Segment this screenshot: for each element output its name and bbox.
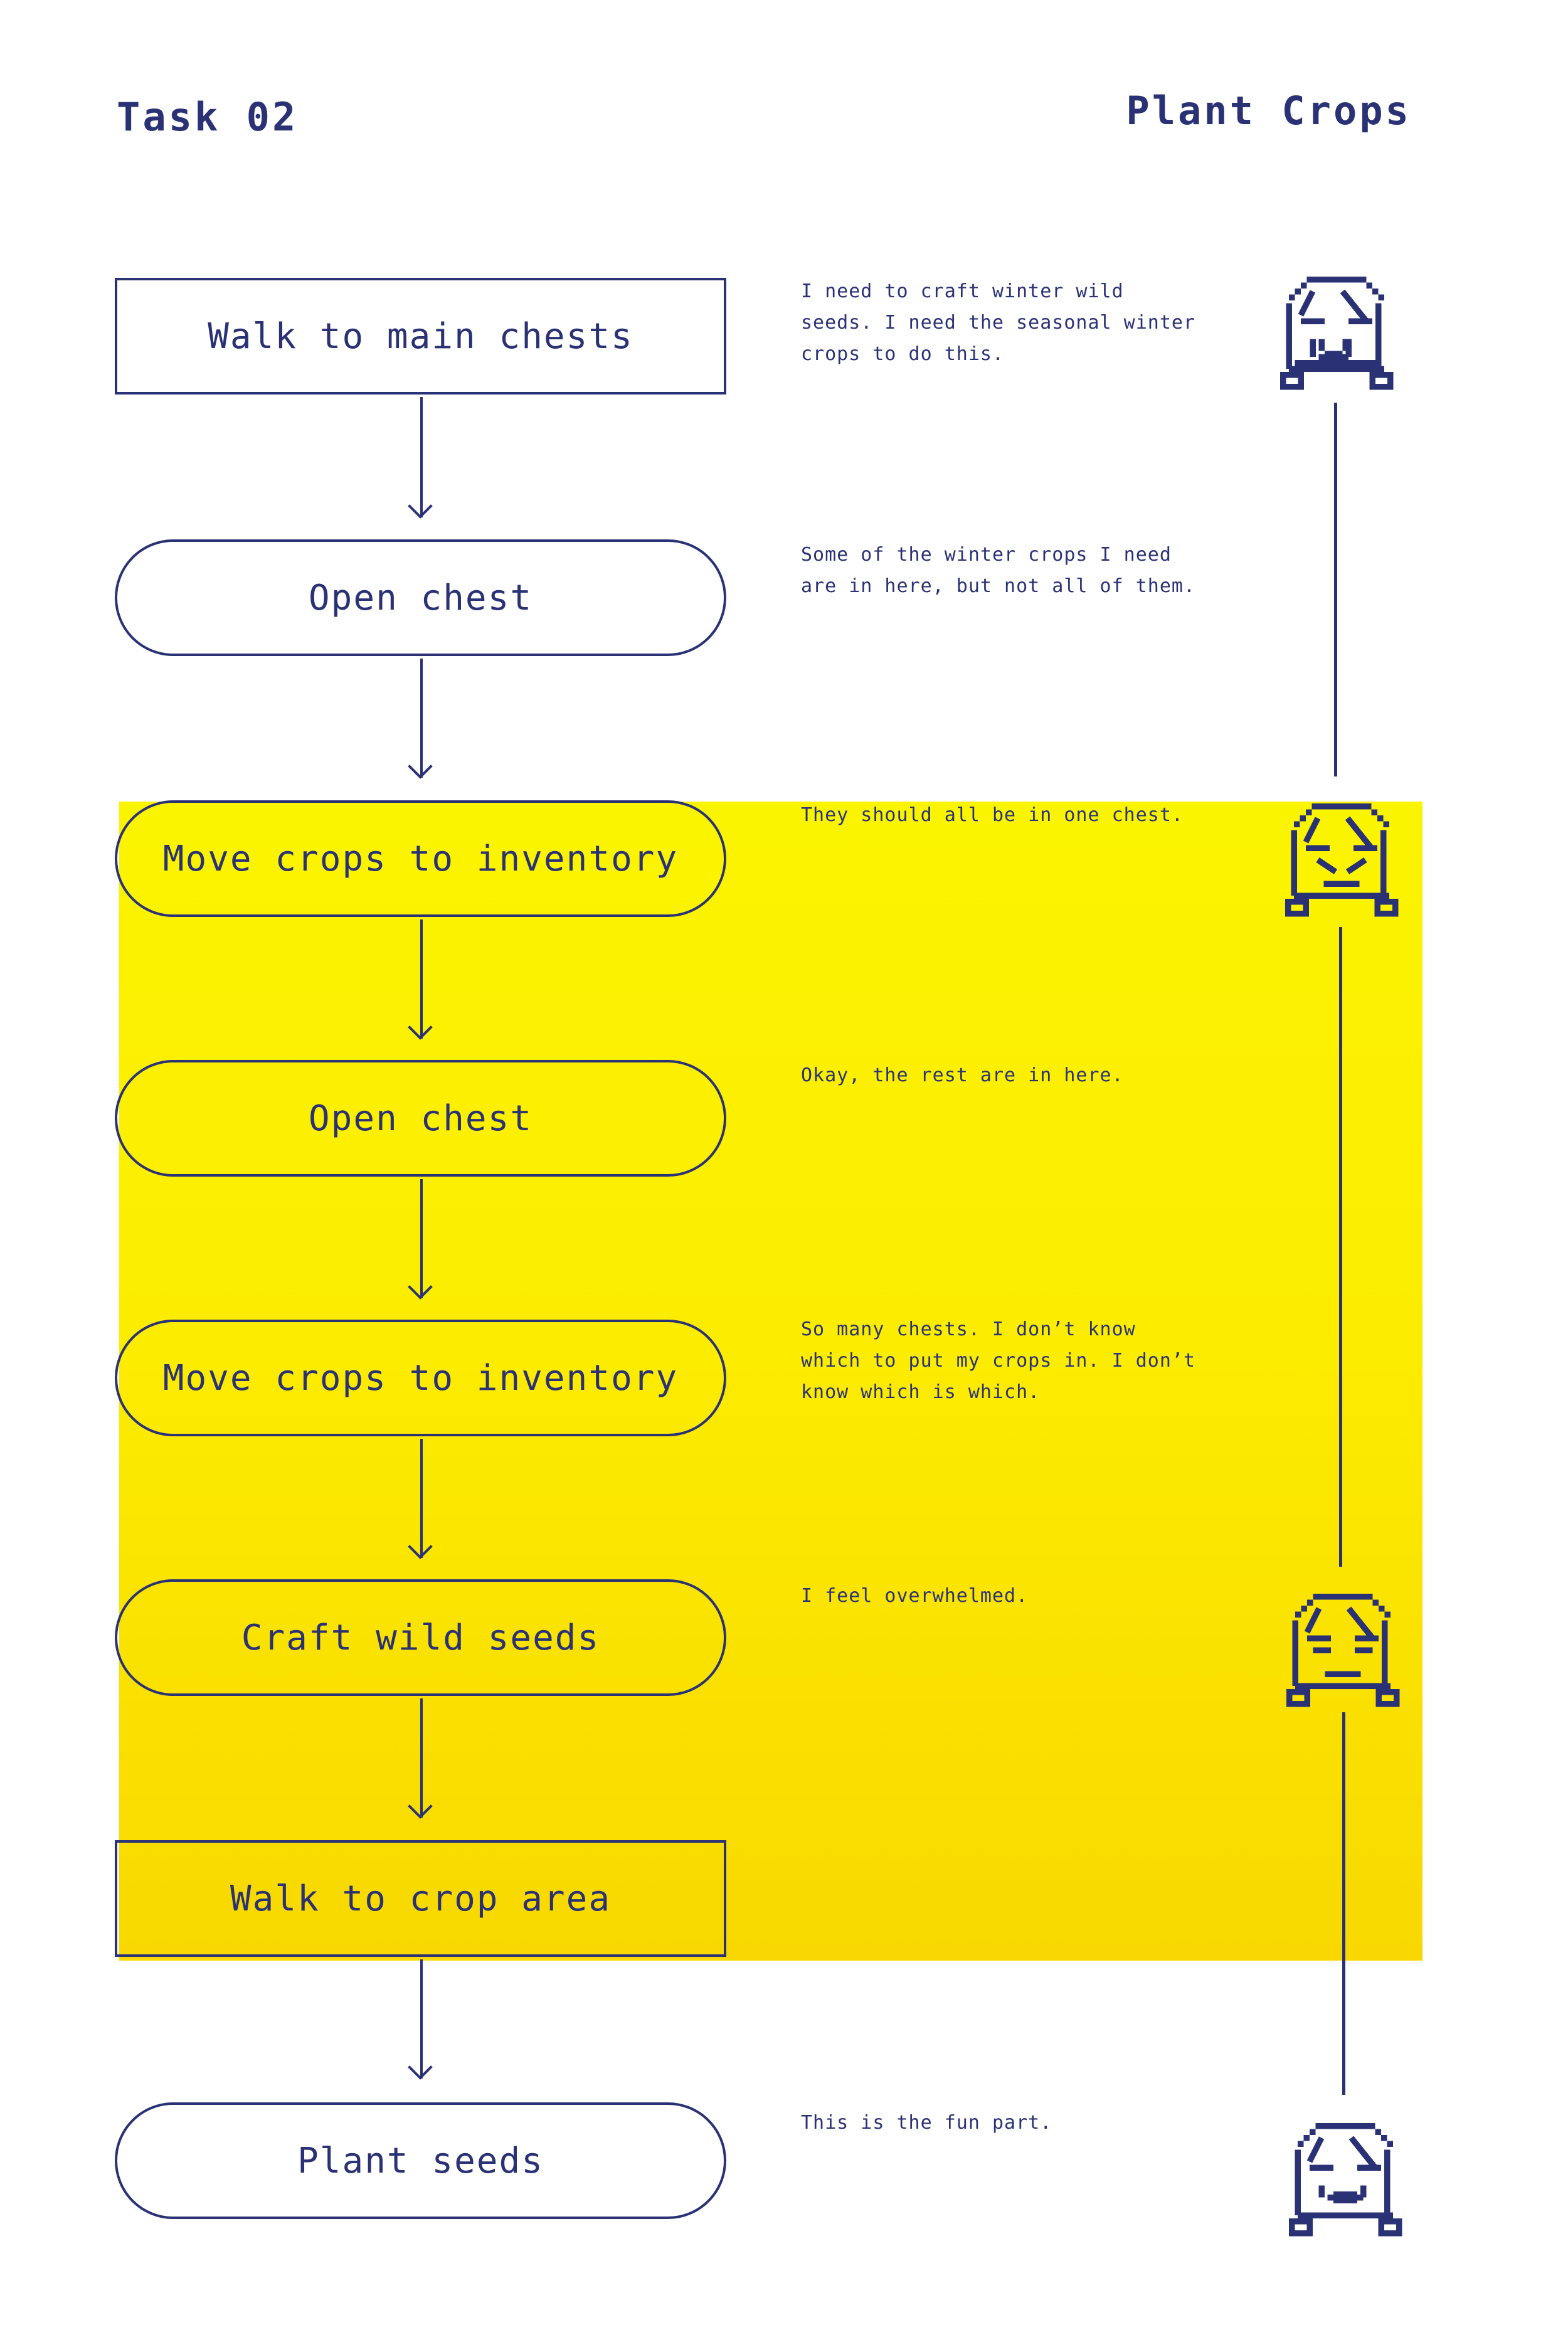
emotion-timeline-segment bbox=[1339, 927, 1342, 1567]
flow-arrow bbox=[420, 1698, 423, 1818]
annoyed-face-icon bbox=[1282, 800, 1401, 919]
thought-note-3: They should all be in one chest. bbox=[801, 804, 1184, 826]
step-walk-to-main-chests: Walk to main chests bbox=[115, 278, 726, 395]
flow-arrow bbox=[420, 1439, 423, 1558]
neutral-face-icon bbox=[1277, 273, 1396, 393]
flow-arrow bbox=[420, 397, 423, 517]
task-title: Plant Crops bbox=[1126, 88, 1411, 134]
thought-note-4: Okay, the rest are in here. bbox=[801, 1064, 1124, 1086]
step-move-crops-1: Move crops to inventory bbox=[115, 800, 726, 917]
flow-arrow bbox=[420, 1959, 423, 2079]
step-open-chest-2: Open chest bbox=[115, 1060, 726, 1177]
task-id: Task 02 bbox=[117, 94, 299, 140]
happy-face-icon bbox=[1286, 2120, 1405, 2239]
thought-note-1: I need to craft winter wild seeds. I need the seasonal winter crops to do this. bbox=[801, 280, 1196, 365]
flow-arrow bbox=[420, 1179, 423, 1298]
flow-arrow bbox=[420, 919, 423, 1039]
step-plant-seeds: Plant seeds bbox=[115, 2102, 726, 2219]
thought-note-5: So many chests. I don’t know which to put my crops in. I don’t know which is which. bbox=[801, 1318, 1196, 1403]
step-move-crops-2: Move crops to inventory bbox=[115, 1320, 726, 1436]
step-open-chest-1: Open chest bbox=[115, 539, 726, 656]
flow-arrow bbox=[420, 659, 423, 778]
emotion-timeline-segment bbox=[1334, 403, 1337, 776]
thought-note-6: I feel overwhelmed. bbox=[801, 1585, 1029, 1607]
thought-note-2: Some of the winter crops I need are in here, but not all of them. bbox=[801, 544, 1196, 597]
thought-note-7: This is the fun part. bbox=[801, 2112, 1052, 2134]
overwhelmed-face-icon bbox=[1283, 1591, 1402, 1710]
step-walk-to-crop-area: Walk to crop area bbox=[115, 1840, 726, 1957]
emotion-timeline-segment bbox=[1342, 1712, 1345, 2095]
step-craft-wild-seeds: Craft wild seeds bbox=[115, 1579, 726, 1696]
